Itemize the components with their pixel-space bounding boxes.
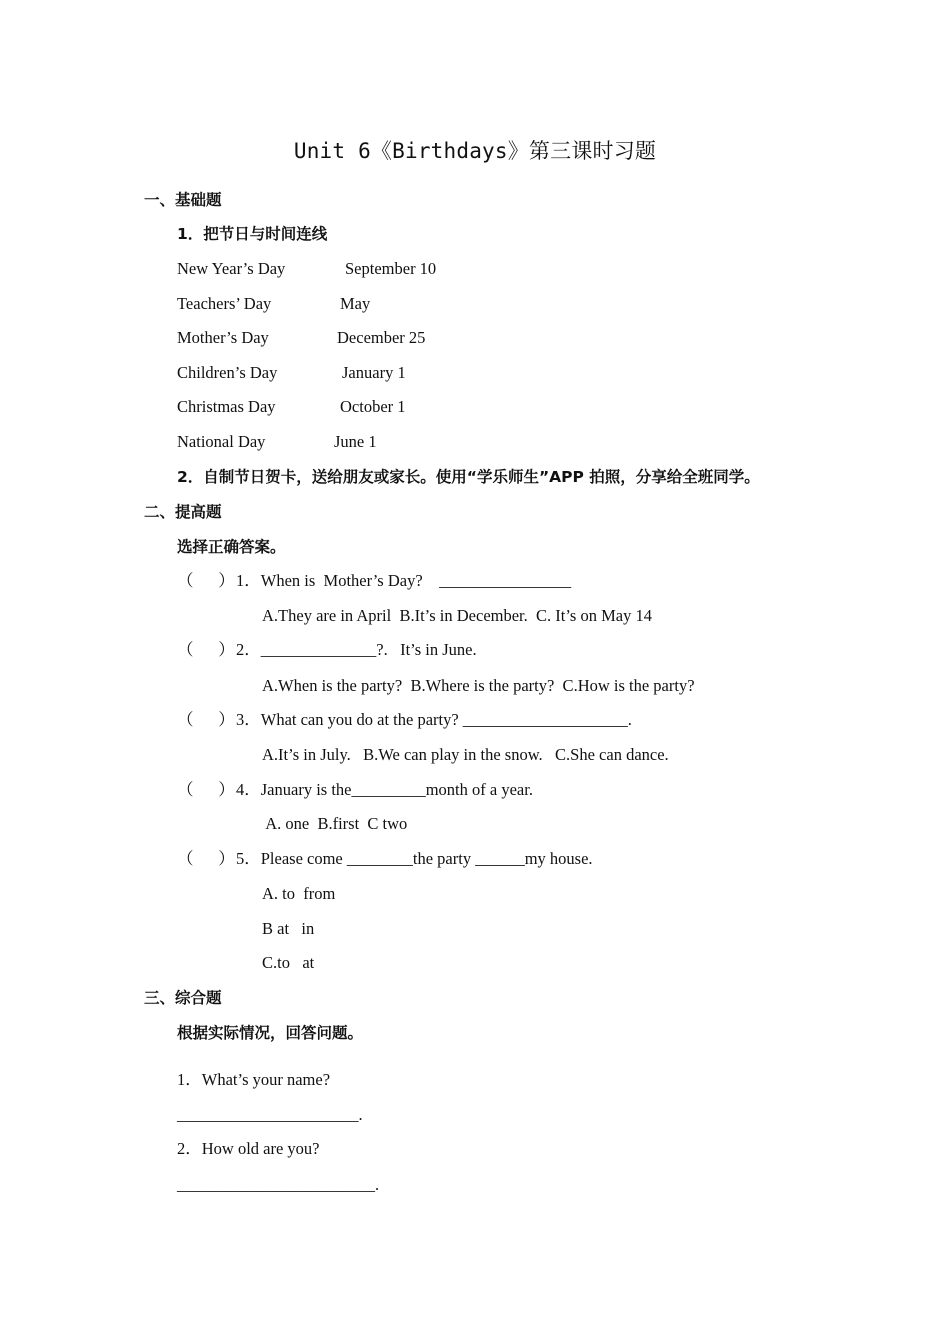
open-question: 1．What’s your name?	[177, 1070, 331, 1089]
festival-item: Teachers’ Day	[177, 294, 272, 313]
date-item: October 1	[340, 397, 406, 416]
answer-paren: （ ）	[177, 849, 235, 868]
festival-item: Mother’s Day	[177, 328, 269, 347]
mc-question: 1．When is Mother’s Day? ________________	[236, 571, 572, 590]
mc-option: C.to at	[262, 953, 315, 972]
section-heading-advanced: 二、提高题	[144, 503, 222, 521]
mc-options: A.It’s in July. B.We can play in the snow. C.She can dance.	[262, 745, 669, 764]
date-item: June 1	[334, 432, 377, 451]
mc-options: A.When is the party? B.Where is the party? C.How is the party?	[262, 676, 695, 695]
date-item: January 1	[342, 363, 406, 382]
answer-line: ________________________.	[177, 1175, 380, 1194]
instruction-choose: 选择正确答案。	[177, 538, 286, 556]
mc-option: B at in	[262, 919, 315, 938]
question-card-task: 2．自制节日贺卡，送给朋友或家长。使用“学乐师生”APP 拍照，分享给全班同学。	[177, 468, 760, 486]
festival-item: Christmas Day	[177, 397, 276, 416]
section-heading-basic: 一、基础题	[144, 191, 222, 209]
mc-question: 2．______________?. It’s in June.	[236, 640, 477, 659]
instruction-answer: 根据实际情况，回答问题。	[177, 1024, 364, 1042]
festival-item: National Day	[177, 432, 266, 451]
open-question: 2．How old are you?	[177, 1139, 320, 1158]
festival-item: New Year’s Day	[177, 259, 286, 278]
section-heading-comprehensive: 三、综合题	[144, 989, 222, 1007]
mc-question: 5．Please come ________the party ______my house.	[236, 849, 593, 868]
answer-paren: （ ）	[177, 571, 235, 590]
mc-options: A.They are in April B.It’s in December. C. It’s on May 14	[262, 606, 652, 625]
answer-paren: （ ）	[177, 780, 235, 799]
answer-paren: （ ）	[177, 710, 235, 729]
answer-paren: （ ）	[177, 640, 235, 659]
date-item: May	[340, 294, 371, 313]
answer-line: ______________________.	[177, 1105, 363, 1124]
page-title: Unit 6《Birthdays》第三课时习题	[293, 139, 657, 163]
mc-question: 4．January is the_________month of a year.	[236, 780, 533, 799]
date-item: December 25	[337, 328, 426, 347]
question-heading-matching: 1．把节日与时间连线	[177, 225, 328, 243]
date-item: September 10	[345, 259, 437, 278]
mc-question: 3．What can you do at the party? ____________________.	[236, 710, 632, 729]
mc-options: A. one B.first C two	[262, 814, 408, 833]
mc-option: A. to from	[262, 884, 336, 903]
festival-item: Children’s Day	[177, 363, 278, 382]
